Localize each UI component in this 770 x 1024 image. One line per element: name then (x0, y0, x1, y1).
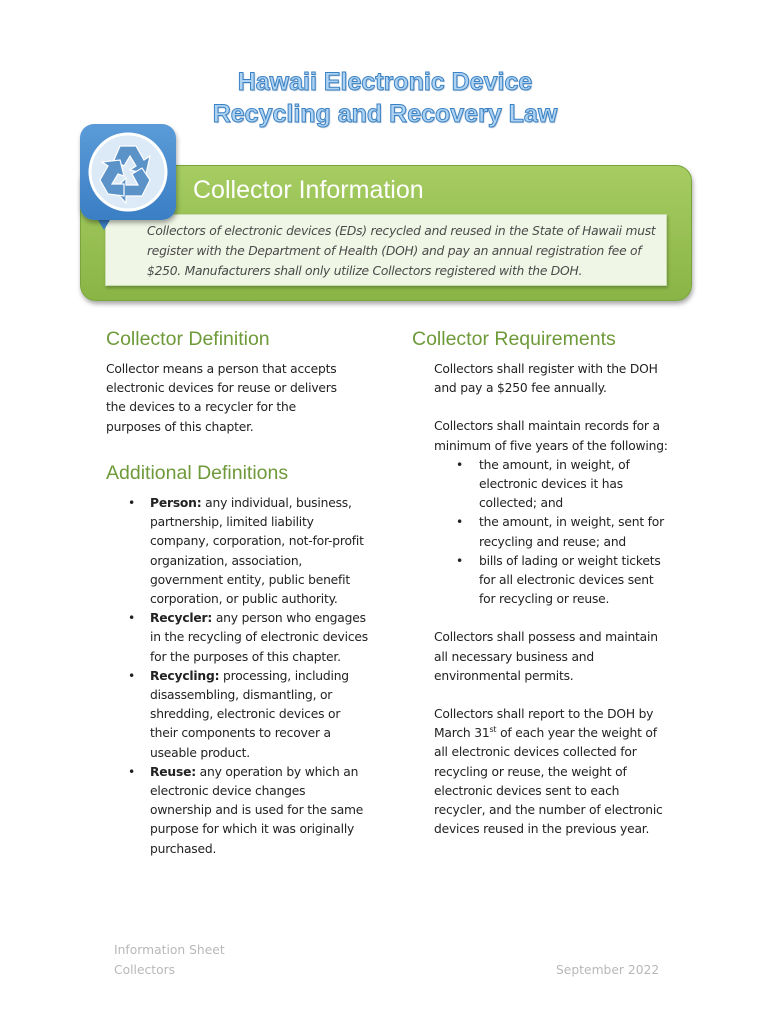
report-superscript: st (489, 725, 497, 735)
footer-collectors: Collectors (114, 963, 176, 977)
title-line-1: Hawaii Electronic Device (237, 68, 533, 96)
list-item (434, 552, 670, 610)
bullet-icon: • (456, 553, 464, 568)
bullet-icon: • (128, 496, 136, 510)
footer-date: September 2022 (556, 963, 660, 977)
list-item (128, 667, 368, 763)
definition-text: any individual, business, partnership, limited liability company, corporation, not-for-profit organization, association, government entity, public benefit corporation, or public authority. (150, 496, 364, 607)
list-item (128, 609, 368, 667)
requirements-column (434, 360, 670, 839)
list-item (128, 763, 368, 859)
list-item-text: bills of lading or weight tickets for all electronic devices sent for recycling or reuse. (479, 553, 661, 607)
bullet-icon: • (128, 611, 136, 626)
recycle-icon (80, 124, 176, 220)
requirement-register: Collectors shall register with the DOH and pay a $250 fee annually. (434, 362, 658, 396)
collector-definition-heading: Collector Definition (106, 328, 270, 350)
requirement-records: Collectors shall maintain records for a minimum of five years of the following: (434, 419, 668, 453)
definitions-list (128, 494, 368, 859)
list-item-text: the amount, in weight, of electronic devices it has collected; and (479, 457, 630, 511)
definition-term: Recycling: (150, 668, 220, 683)
list-item (434, 513, 670, 551)
requirement-report (434, 705, 670, 839)
definition-term: Person: (150, 496, 202, 510)
footer-left (114, 940, 225, 980)
report-text-end: of each year the weight of all electronic devices collected for recycling or reuse, the weight of electronic devices sent to each recycler, and the number of electronic devices reused in the previous year. (434, 726, 663, 837)
definition-text: processing, including disassembling, dismantling, or shredding, electronic devices or their components to recover a useable product. (150, 668, 349, 760)
requirement-permits: Collectors shall possess and maintain all necessary business and environmental permits. (434, 630, 658, 683)
list-item (434, 456, 670, 514)
banner-heading: Collector Information (193, 176, 424, 204)
definition-text: any operation by which an electronic device changes ownership and is used for the same purpose for which it was originally purchased. (150, 764, 364, 856)
collector-definition-text: Collector means a person that accepts electronic devices for reuse or delivers the devices to a recycler for the purposes of this chapter. (106, 362, 337, 434)
banner-text: Collectors of electronic devices (EDs) recycled and reused in the State of Hawaii must register with the Department of Health (DOH) and pay an annual registration fee of $250. Manufacturers shall only utilize Collectors registered with the DOH. (147, 224, 656, 278)
banner-text-box (105, 214, 667, 286)
bullet-icon: • (456, 515, 464, 530)
definition-term: Recycler: (150, 611, 213, 626)
additional-definitions-heading: Additional Definitions (106, 462, 289, 484)
records-list (434, 456, 670, 610)
bullet-icon: • (128, 668, 136, 683)
report-text-start: Collectors shall report to the DOH by March 31 (434, 707, 654, 741)
title-line-2: Recycling and Recovery Law (212, 100, 558, 128)
collector-requirements-heading: Collector Requirements (412, 328, 616, 350)
definition-text: any person who engages in the recycling of electronic devices for the purposes of this chapter. (150, 611, 368, 664)
document-title (0, 66, 770, 130)
bullet-icon: • (128, 764, 136, 779)
list-item (128, 494, 368, 609)
definition-term: Reuse: (150, 764, 196, 779)
footer-info-sheet: Information Sheet (114, 943, 225, 957)
list-item-text: the amount, in weight, sent for recycling and reuse; and (479, 515, 664, 549)
recycle-logo (80, 124, 176, 220)
bullet-icon: • (456, 457, 464, 472)
